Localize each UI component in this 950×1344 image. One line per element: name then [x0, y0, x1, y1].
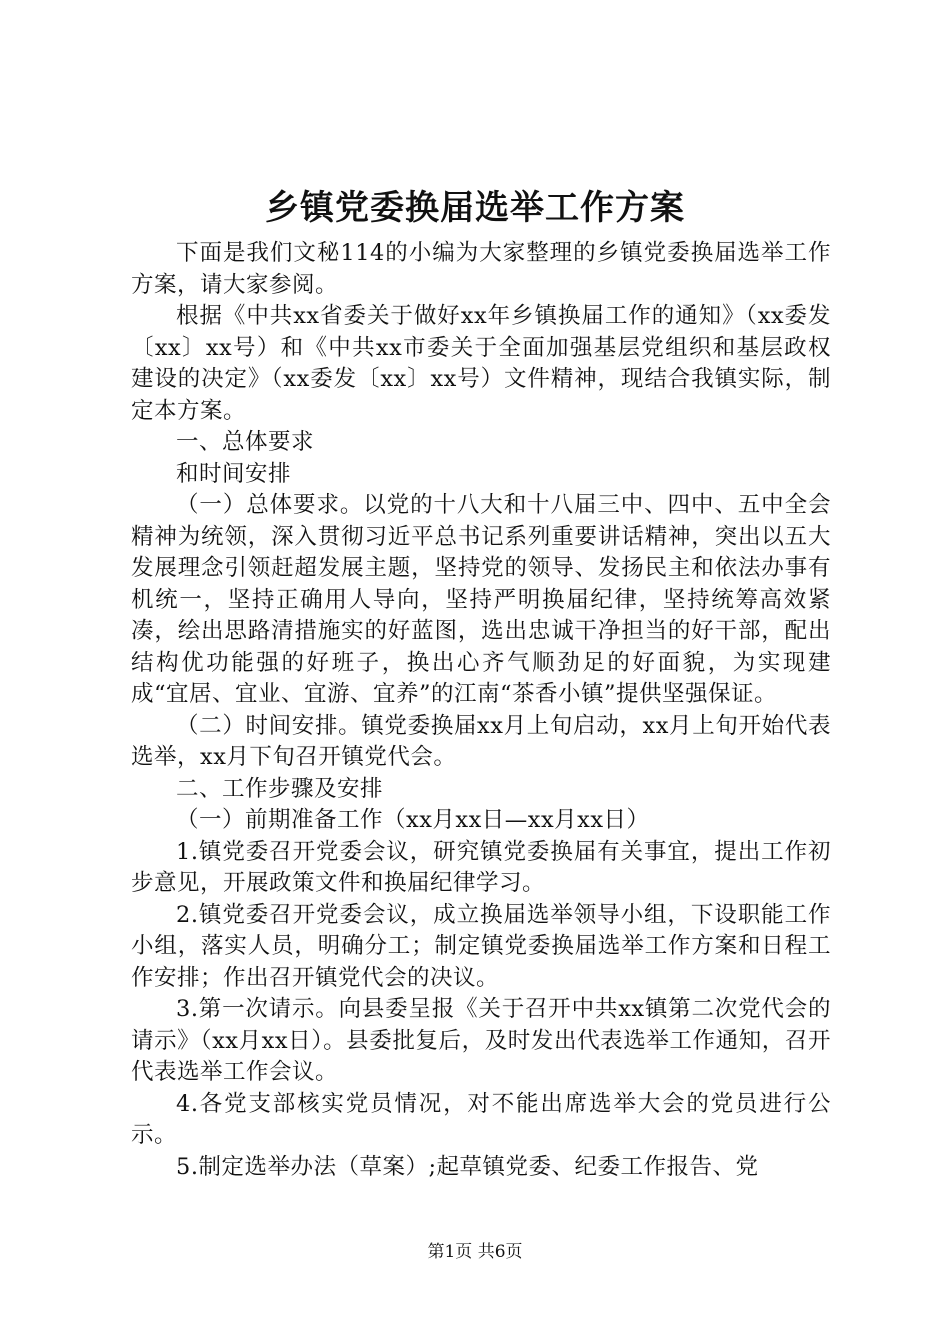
- paragraph-basis: 根据《中共xx省委关于做好xx年乡镇换届工作的通知》（xx委发〔xx〕xx号）和《中共xx市委关于全面加强基层党组织和基层政权建设的决定》（xx委发〔xx〕xx号）文件精神，现结合我镇实际，制定本方案。: [131, 303, 831, 424]
- paragraph-general-requirements: （一）总体要求。以党的十八大和十八届三中、四中、五中全会精神为统领，深入贯彻习近平总书记系列重要讲话精神，突出以五大发展理念引领赶超发展主题，坚持党的领导、发扬民主和依法办事有机统一，坚持正确用人导向，坚持严明换届纪律，坚持统筹高效紧凑，绘出思路清措施实的好蓝图，选出忠诚干净担当的好干部，配出结构优功能强的好班子，换出心齐气顺劲足的好面貌，为实现建成“宜居、宜业、宜游、宜养”的江南“茶香小镇”提供坚强保证。: [131, 492, 831, 707]
- list-item: 3.第一次请示。向县委呈报《关于召开中共xx镇第二次党代会的请示》（xx月xx日）。县委批复后，及时发出代表选举工作通知，召开代表选举工作会议。: [131, 996, 831, 1085]
- list-item: 1.镇党委召开党委会议，研究镇党委换届有关事宜，提出工作初步意见，开展政策文件和换届纪律学习。: [131, 838, 831, 896]
- paragraph-intro: 下面是我们文秘114的小编为大家整理的乡镇党委换届选举工作方案，请大家参阅。: [131, 240, 831, 298]
- section-heading-1-cont: 和时间安排: [176, 460, 292, 487]
- list-item: 4.各党支部核实党员情况，对不能出席选举大会的党员进行公示。: [131, 1090, 831, 1148]
- page-footer: 第1页 共6页: [427, 1242, 523, 1262]
- list-item: 5.制定选举办法（草案）;起草镇党委、纪委工作报告、党: [176, 1153, 759, 1180]
- document-title: 乡镇党委换届选举工作方案: [265, 188, 685, 228]
- document-body: [131, 238, 831, 1183]
- section-heading-2: 二、工作步骤及安排: [176, 775, 384, 802]
- section-heading-1: 一、总体要求: [176, 429, 315, 455]
- subsection-heading-preparation: （一）前期准备工作（xx月xx日—xx月xx日）: [176, 807, 650, 833]
- list-item: 2.镇党委召开党委会议，成立换届选举领导小组，下设职能工作小组，落实人员，明确分工；制定镇党委换届选举工作方案和日程工作安排；作出召开镇党代会的决议。: [131, 901, 831, 991]
- paragraph-schedule: （二）时间安排。镇党委换届xx月上旬启动，xx月上旬开始代表选举，xx月下旬召开镇党代会。: [131, 712, 831, 770]
